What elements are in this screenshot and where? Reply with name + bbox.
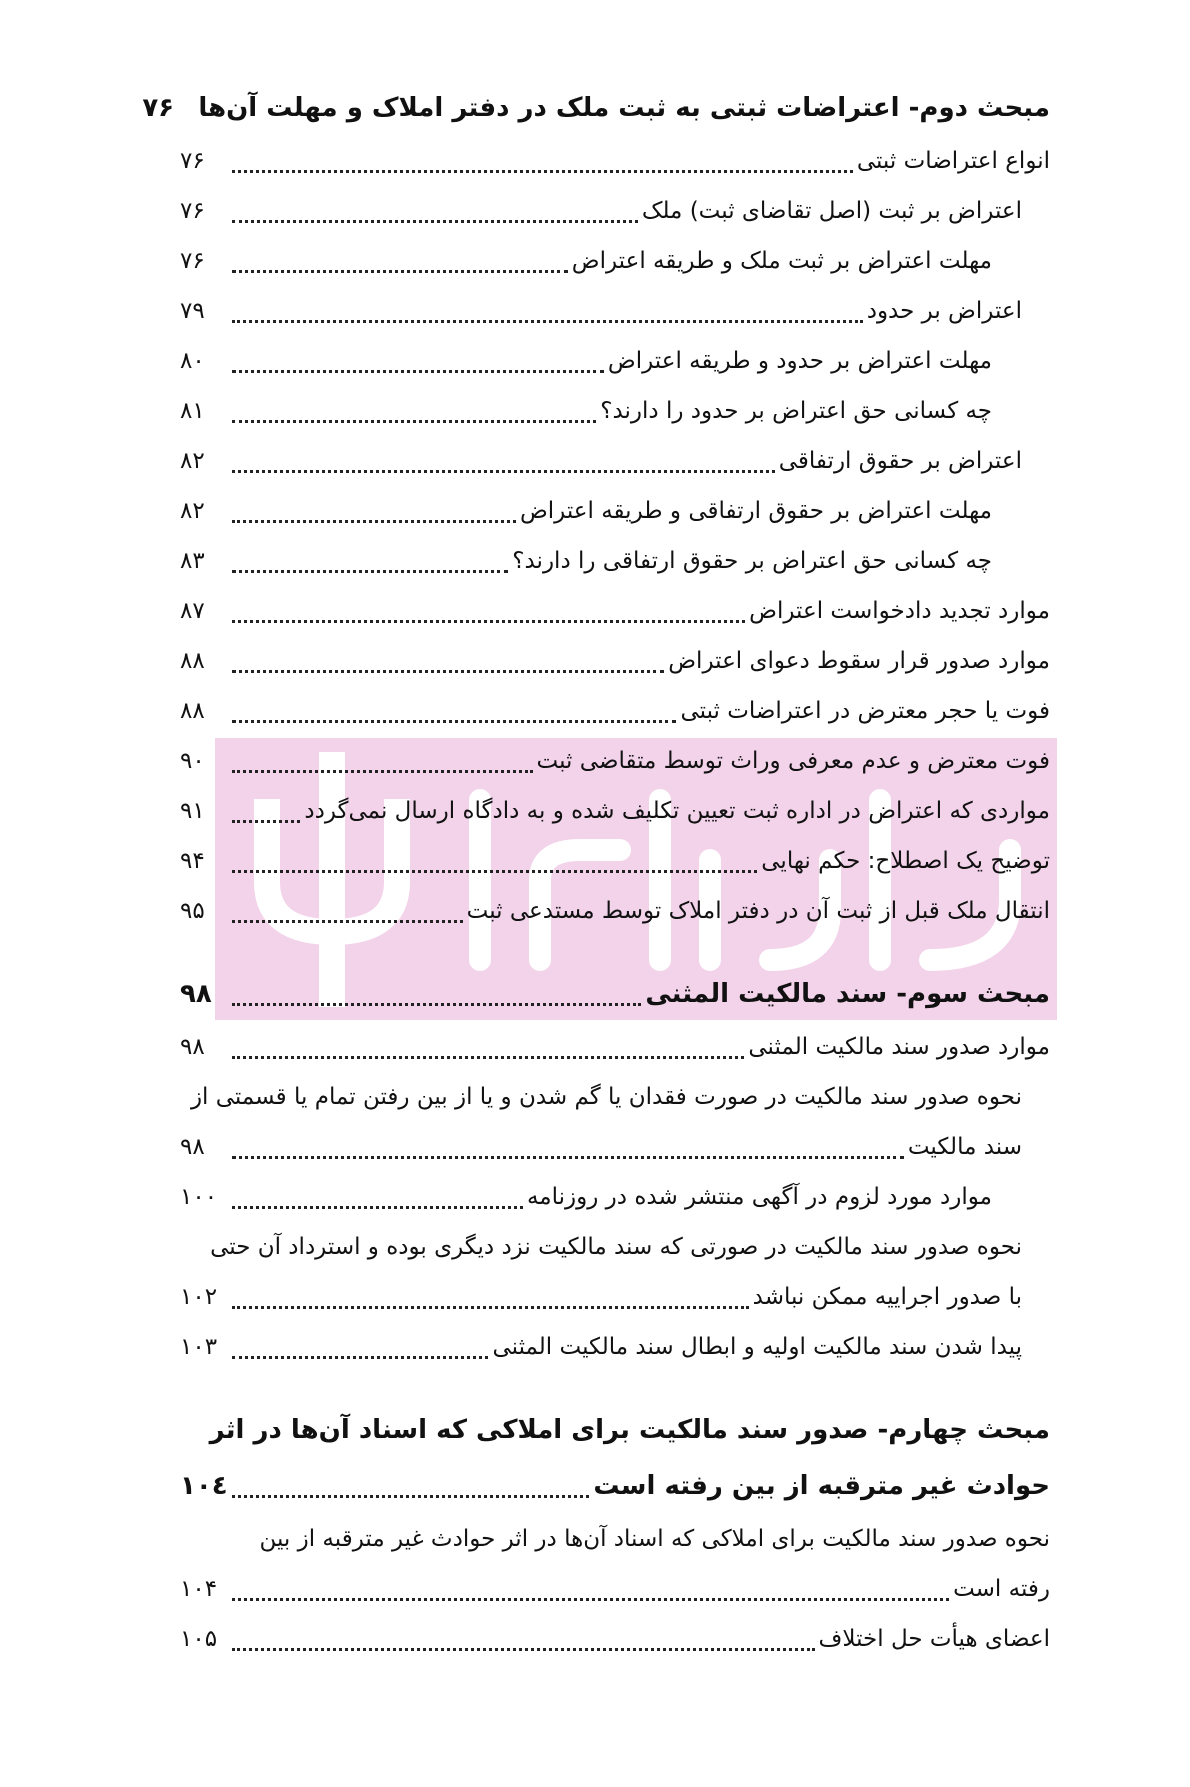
dot-leader <box>232 670 664 673</box>
dot-leader <box>232 1206 523 1209</box>
toc-entry-title: انواع اعتراضات ثبتی <box>856 148 1050 174</box>
toc-page-number: ۸۳ <box>180 548 205 574</box>
section-heading[interactable] <box>180 966 1050 1022</box>
toc-entry-title: مهلت اعتراض بر ثبت ملک و طریقه اعتراض <box>571 248 992 274</box>
toc-entry-title: چه کسانی حق اعتراض بر حدود را دارند؟ <box>600 398 992 424</box>
toc-entry[interactable] <box>180 1564 1050 1614</box>
toc-entry[interactable] <box>180 436 1050 486</box>
toc-entry-title: چه کسانی حق اعتراض بر حقوق ارتفاقی را دارند؟ <box>512 548 992 574</box>
toc-entry-title: موارد صدور قرار سقوط دعوای اعتراض <box>668 648 1050 674</box>
toc-page-number: ۷۶ <box>180 148 205 174</box>
toc-entry[interactable] <box>180 1272 1050 1322</box>
dot-leader <box>232 720 676 723</box>
toc-page-number: ۹۵ <box>180 898 205 924</box>
toc-page-number: ۸۲ <box>180 448 205 474</box>
toc-entry[interactable] <box>180 1614 1050 1664</box>
toc-entry-title: مبحث دوم- اعتراضات ثبتی به ثبت ملک در دفتر املاک و مهلت آن‌ها <box>198 93 1050 123</box>
dot-leader <box>232 1056 744 1059</box>
toc-page-number: ۱۰۲ <box>180 1284 218 1310</box>
toc-page-number: ۹۸ <box>180 1034 205 1060</box>
toc-page-number: ۱۰۵ <box>180 1626 218 1652</box>
toc-entry[interactable] <box>180 636 1050 686</box>
toc-entry-line: نحوه صدور سند مالکیت برای املاکی که اسناد آن‌ها در اثر حوادث غیر مترقبه از بین <box>259 1526 1050 1552</box>
section-spacer <box>180 1372 1050 1402</box>
toc-entry[interactable] <box>180 686 1050 736</box>
dot-leader <box>232 620 745 623</box>
toc-entry-title: پیدا شدن سند مالکیت اولیه و ابطال سند مالکیت المثنی <box>492 1334 1022 1360</box>
toc-page-number: ۹۸ <box>180 979 212 1009</box>
toc-entry-title: اعضای هیأت حل اختلاف <box>818 1626 1050 1652</box>
toc-entry[interactable] <box>180 186 1050 236</box>
dot-leader <box>232 220 638 223</box>
toc-page-number: ۱۰۰ <box>180 1184 218 1210</box>
toc-page-number: ۸۰ <box>180 348 205 374</box>
dot-leader <box>232 920 463 923</box>
toc-entry[interactable] <box>180 786 1050 836</box>
toc-page-number: ۸۸ <box>180 698 205 724</box>
toc-entry[interactable] <box>180 836 1050 886</box>
toc-entry-title: اعتراض بر ثبت (اصل تقاضای ثبت) ملک <box>641 198 1022 224</box>
toc-entry[interactable] <box>180 236 1050 286</box>
toc-entry-title: اعتراض بر حقوق ارتفاقی <box>778 448 1022 474</box>
toc-entry[interactable] <box>180 286 1050 336</box>
toc-entry-title: مهلت اعتراض بر حقوق ارتفاقی و طریقه اعتراض <box>519 498 992 524</box>
dot-leader <box>232 870 757 873</box>
toc-entry-title: فوت یا حجر معترض در اعتراضات ثبتی <box>680 698 1050 724</box>
table-of-contents <box>142 80 1050 1664</box>
toc-entry-title: توضیح یک اصطلاح: حکم نهایی <box>761 848 1050 874</box>
toc-entry[interactable] <box>180 336 1050 386</box>
toc-entry-line: نحوه صدور سند مالکیت در صورت فقدان یا گم شدن و یا از بین رفتن تمام یا قسمتی از <box>190 1084 1022 1110</box>
toc-page-number: ۹۱ <box>180 798 205 824</box>
toc-entry[interactable] <box>180 1172 1050 1222</box>
toc-entry-title: انتقال ملک قبل از ثبت آن در دفتر املاک توسط مستدعی ثبت <box>466 898 1050 924</box>
section-heading-line: مبحث چهارم- صدور سند مالکیت برای املاکی که اسناد آن‌ها در اثر <box>209 1415 1050 1445</box>
toc-page-number: ۷۶ <box>142 93 175 123</box>
toc-page-number: ۷۶ <box>180 248 205 274</box>
toc-page-number: ۹۸ <box>180 1134 205 1160</box>
toc-entry-title: رفته است <box>953 1576 1050 1602</box>
section-heading[interactable] <box>142 80 1050 136</box>
toc-entry-title: موارد صدور سند مالکیت المثنی <box>748 1034 1050 1060</box>
toc-page-number: ۷۶ <box>180 198 205 224</box>
toc-entry-title: با صدور اجراییه ممکن نباشد <box>752 1284 1022 1310</box>
toc-entry-title: فوت معترض و عدم معرفی وراث توسط متقاضی ثبت <box>536 748 1050 774</box>
toc-page-number: ۹۰ <box>180 748 205 774</box>
dot-leader <box>232 1495 589 1498</box>
toc-entry-title: موارد مورد لزوم در آگهی منتشر شده در روزنامه <box>526 1184 992 1210</box>
toc-entry-title: حوادث غیر مترقبه از بین رفته است <box>593 1471 1050 1501</box>
dot-leader <box>232 170 853 173</box>
toc-page-number: ۸۲ <box>180 498 205 524</box>
toc-entry-title: سند مالکیت <box>907 1134 1022 1160</box>
dot-leader <box>232 1648 815 1651</box>
toc-page-number: ۱۰۳ <box>180 1334 218 1360</box>
toc-entry-title: مواردی که اعتراض در اداره ثبت تعیین تکلیف شده و به دادگاه ارسال نمی‌گردد <box>304 798 1050 824</box>
toc-entry-title: مبحث سوم- سند مالکیت المثنی <box>645 979 1050 1009</box>
toc-entry-line: نحوه صدور سند مالکیت در صورتی که سند مالکیت نزد دیگری بوده و استرداد آن حتی <box>210 1234 1022 1260</box>
dot-leader <box>232 520 516 523</box>
toc-page-number: ۸۷ <box>180 598 205 624</box>
toc-entry[interactable] <box>180 736 1050 786</box>
dot-leader <box>232 1003 641 1006</box>
dot-leader <box>232 320 863 323</box>
dot-leader <box>232 370 604 373</box>
toc-entry[interactable] <box>180 1022 1050 1072</box>
dot-leader <box>232 1356 488 1359</box>
toc-entry[interactable] <box>180 1322 1050 1372</box>
toc-page-number: ۸۱ <box>180 398 205 424</box>
dot-leader <box>232 1598 949 1601</box>
toc-page-number: ۸۸ <box>180 648 205 674</box>
toc-page-number: ۱۰۴ <box>180 1576 218 1602</box>
dot-leader <box>232 570 508 573</box>
toc-page-number: ۷۹ <box>180 298 205 324</box>
toc-entry[interactable] <box>180 536 1050 586</box>
section-heading[interactable] <box>180 1458 1050 1514</box>
dot-leader <box>232 1156 904 1159</box>
toc-entry[interactable] <box>180 486 1050 536</box>
dot-leader <box>232 820 300 823</box>
dot-leader <box>232 470 775 473</box>
dot-leader <box>232 770 533 773</box>
toc-entry[interactable] <box>180 586 1050 636</box>
dot-leader <box>232 270 568 273</box>
toc-entry-title: مهلت اعتراض بر حدود و طریقه اعتراض <box>607 348 992 374</box>
toc-page-number: ۹۴ <box>180 848 205 874</box>
toc-entry[interactable] <box>180 886 1050 936</box>
toc-entry-title: موارد تجدید دادخواست اعتراض <box>749 598 1050 624</box>
toc-entry[interactable] <box>180 136 1050 186</box>
dot-leader <box>232 1306 749 1309</box>
toc-entry[interactable] <box>180 1122 1050 1172</box>
toc-entry-title: اعتراض بر حدود <box>866 298 1022 324</box>
dot-leader <box>232 420 596 423</box>
toc-page-number: ۱۰٤ <box>180 1471 228 1501</box>
toc-entry[interactable] <box>180 386 1050 436</box>
